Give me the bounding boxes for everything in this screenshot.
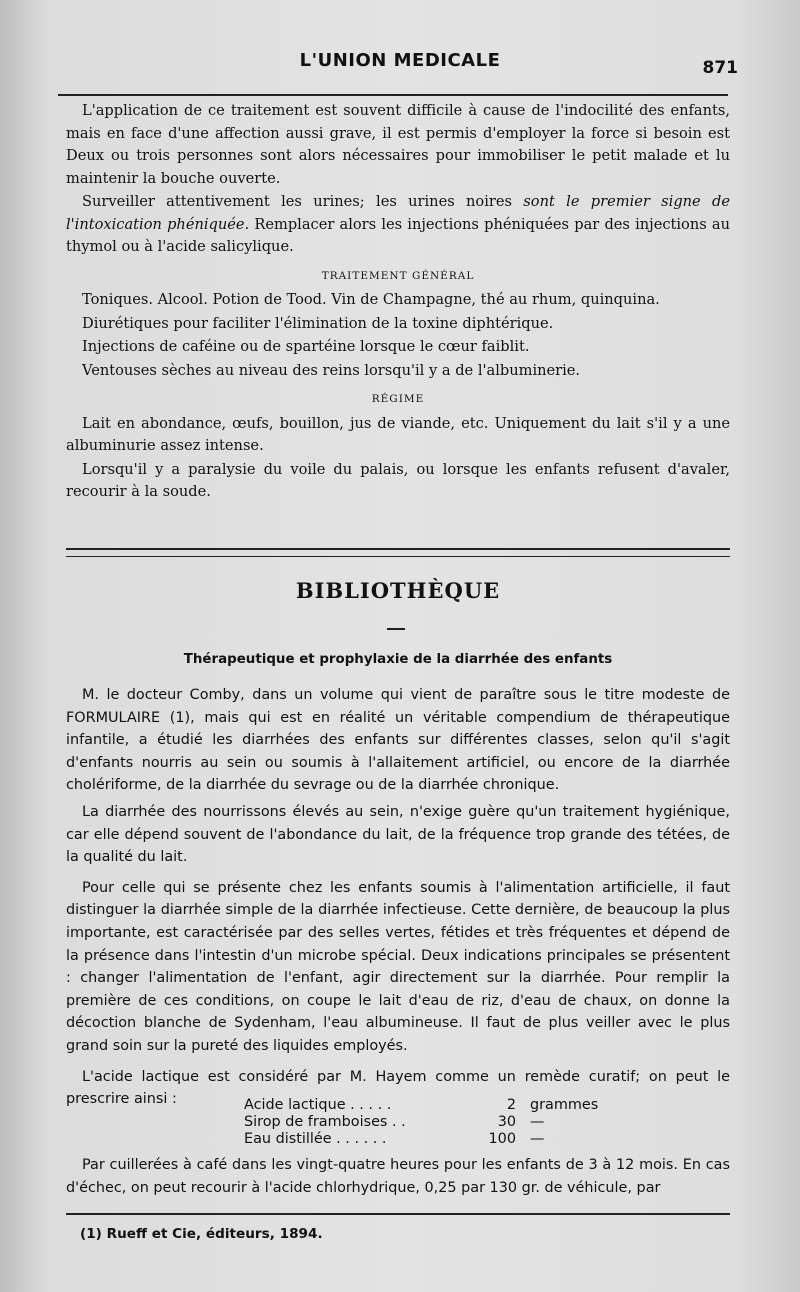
paragraph: Lait en abondance, œufs, bouillon, jus de viande, etc. Uniquement du lait s'il y a une albuminurie assez intense. (66, 414, 730, 454)
list-item: Toniques. Alcool. Potion de Tood. Vin de Champagne, thé au rhum, quinquina. (82, 291, 660, 308)
prescription-row (244, 1114, 620, 1131)
quantity: 30 (497, 1114, 516, 1130)
title-dash (387, 628, 405, 630)
prescription-row (244, 1131, 620, 1148)
list-item: Injections de caféine ou de spartéine lorsque le cœur faiblit. (82, 338, 530, 355)
unit: — (530, 1114, 545, 1130)
article-body (66, 684, 730, 1111)
running-title: L'UNION MEDICALE (299, 50, 501, 71)
list-item: Diurétiques pour faciliter l'élimination de la toxine diphtérique. (82, 314, 554, 332)
footnote: (1) Rueff et Cie, éditeurs, 1894. (80, 1226, 323, 1242)
paragraph: Lorsqu'il y a paralysie du voile du palais, ou lorsque les enfants refusent d'avaler, recourir à la soude. (66, 460, 730, 500)
unit: — (530, 1131, 545, 1147)
footnote-rule (66, 1213, 730, 1215)
quantity: 2 (506, 1097, 516, 1113)
page-header (60, 50, 740, 86)
italic-text: sont le premier signe de l'intoxication phéniquée. (66, 193, 730, 233)
article-subtitle: Thérapeutique et prophylaxie de la diarrhée des enfants (183, 652, 613, 667)
ingredient: Sirop de framboises . . (244, 1114, 406, 1130)
text-run: Remplacer alors les injections phéniquées par des injections au thymol ou à l'acide salicylique. (66, 215, 730, 255)
paragraph: M. le docteur Comby, dans un volume qui vient de paraître sous le titre modeste de FORMULAIRE (1), mais qui est en réalité un véritable compendium de thérapeutique infantile, a étudié les diarrhées des enfants sur différentes classes, selon qu'il s'agit d'enfants nourris au sein ou soumis à l'allaitement artificiel, ou encore de la diarrhée cholériforme, de la diarrhée du sevrage ou de la diarrhée chronique. (66, 687, 730, 794)
ingredient: Acide lactique . . . . . (244, 1097, 392, 1113)
section-heading: RÉGIME (371, 393, 425, 405)
section-heading: TRAITEMENT GÉNÉRAL (321, 269, 475, 282)
paragraph (66, 191, 730, 259)
list-item: Ventouses sèches au niveau des reins lorsqu'il y a de l'albuminerie. (82, 361, 581, 379)
intro-section (66, 100, 730, 505)
quantity: 100 (488, 1131, 516, 1147)
paragraph: Pour celle qui se présente chez les enfants soumis à l'alimentation artificielle, il faut distinguer la diarrhée simple de la diarrhée infectieuse. Cette dernière, de beaucoup la plus importante, est caractérisée par des selles vertes, fétides et très fréquentes et dépend de la présence dans l'intestin d'un microbe spécial. Deux indications principales se présentent : changer l'alimentation de l'enfant, agir directement sur la diarrhée. Pour remplir la première de ces conditions, on coupe le lait d'eau de riz, d'eau de chaux, on donne la décoction blanche de Sydenham, l'eau albumineuse. Il faut de plus veiller avec le plus grand soin sur la pureté des liquides employés. (66, 879, 730, 1054)
text-run: Surveiller attentivement les urines; les urines noires (82, 193, 524, 210)
prescription-row (244, 1097, 620, 1114)
paragraph: La diarrhée des nourrissons élevés au sein, n'exige guère qu'un traitement hygiénique, car elle dépend souvent de l'abondance du lait, de la fréquence trop grande des tétées, de la qualité du lait. (66, 803, 730, 866)
section-title: BIBLIOTHÈQUE (295, 578, 501, 603)
paragraph: L'acide lactique est considéré par M. Hayem comme un remède curatif; on peut le prescrire ainsi : (66, 1068, 730, 1108)
ingredient: Eau distillée . . . . . . (244, 1131, 387, 1147)
unit: grammes (530, 1097, 599, 1113)
section-divider (66, 548, 730, 557)
prescription (244, 1097, 620, 1148)
article-body-continued (66, 1154, 730, 1199)
header-rule (58, 94, 728, 96)
page-number: 871 (702, 58, 738, 78)
paragraph: L'application de ce traitement est souvent difficile à cause de l'indocilité des enfants, mais en face d'une affection aussi grave, il est permis d'employer la force si besoin est Deux ou trois personnes sont alors nécessaires pour immobiliser le petit malade et lu maintenir la bouche ouverte. (66, 102, 730, 187)
paragraph: Par cuillerées à café dans les vingt-quatre heures pour les enfants de 3 à 12 mois. En cas d'échec, on peut recourir à l'acide chlorhydrique, 0,25 par 130 gr. de véhicule, par (66, 1157, 730, 1196)
